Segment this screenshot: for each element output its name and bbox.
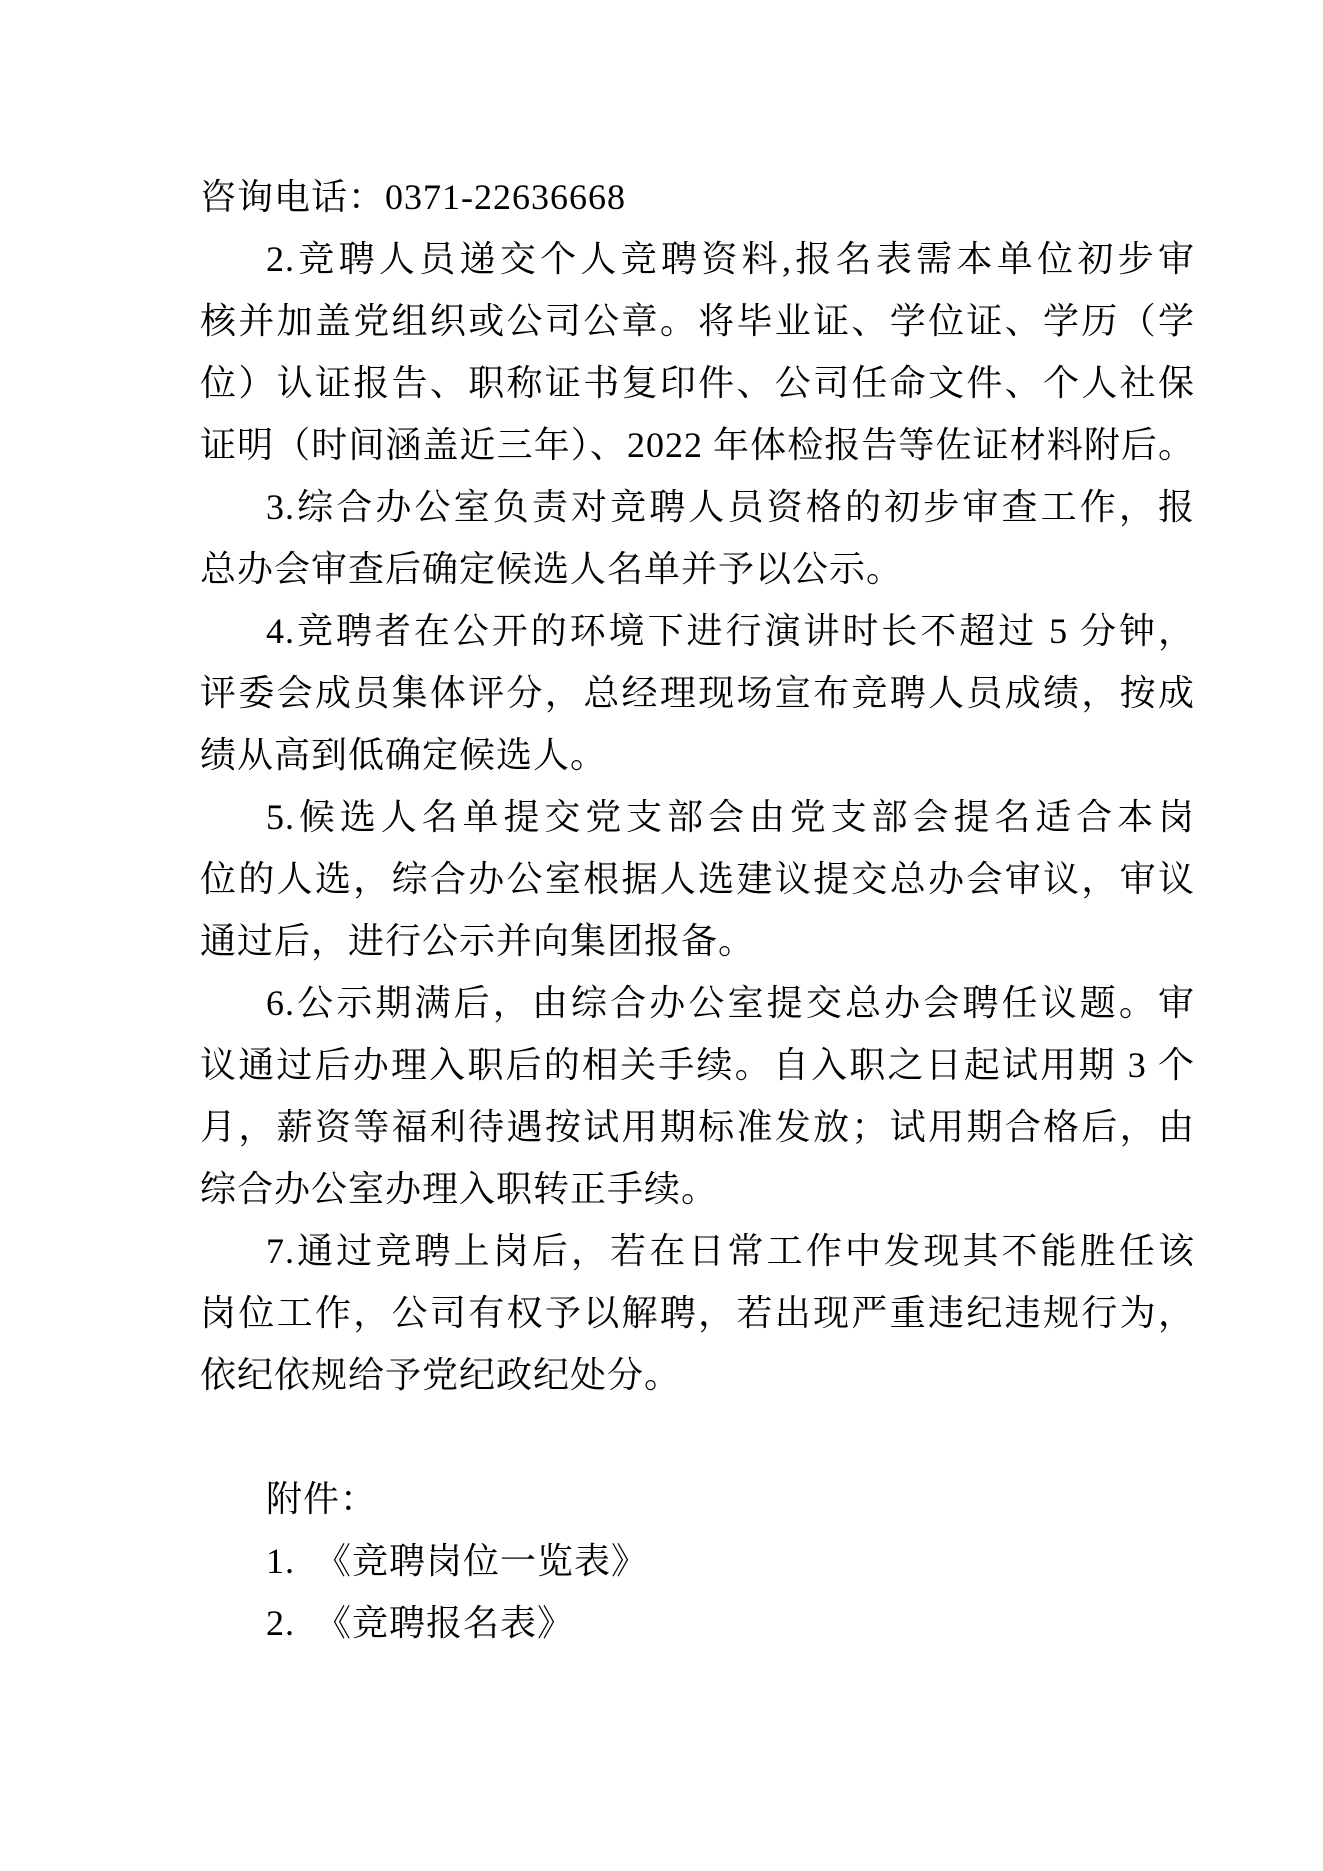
doc-line-item4-start: 4.竞聘者在公开的环境下进行演讲时长不超过 5 分钟， — [266, 611, 1195, 651]
doc-line: 通过后，进行公示并向集团报备。 — [200, 921, 756, 961]
doc-line: 依纪依规给予党纪政纪处分。 — [200, 1355, 682, 1395]
doc-line: 议通过后办理入职后的相关手续。自入职之日起试用期 3 个 — [200, 1045, 1195, 1085]
doc-line-item3-start: 3.综合办公室负责对竞聘人员资格的初步审查工作，报 — [266, 487, 1195, 527]
doc-line: 位的人选，综合办公室根据人选建议提交总办会审议，审议 — [200, 859, 1195, 899]
doc-blank-line — [200, 1406, 1195, 1468]
doc-line-item2-start: 2.竞聘人员递交个人竞聘资料,报名表需本单位初步审 — [266, 239, 1195, 279]
doc-line: 位）认证报告、职称证书复印件、公司任命文件、个人社保 — [200, 363, 1195, 403]
doc-line-item6-start: 6.公示期满后，由综合办公室提交总办会聘任议题。审 — [266, 983, 1195, 1023]
doc-line: 岗位工作，公司有权予以解聘，若出现严重违纪违规行为， — [200, 1293, 1195, 1333]
doc-line-attachments-heading: 附件： — [266, 1479, 378, 1519]
doc-line-attachment-2: 2. 《竞聘报名表》 — [266, 1603, 575, 1643]
doc-line: 总办会审查后确定候选人名单并予以公示。 — [200, 549, 904, 589]
doc-line: 绩从高到低确定候选人。 — [200, 735, 608, 775]
doc-line: 核并加盖党组织或公司公章。将毕业证、学位证、学历（学 — [200, 301, 1195, 341]
doc-line-item5-start: 5.候选人名单提交党支部会由党支部会提名适合本岗 — [266, 797, 1195, 837]
doc-line: 月，薪资等福利待遇按试用期标准发放；试用期合格后，由 — [200, 1107, 1195, 1147]
doc-line: 评委会成员集体评分，总经理现场宣布竞聘人员成绩，按成 — [200, 673, 1195, 713]
doc-line-attachment-1: 1. 《竞聘岗位一览表》 — [266, 1541, 649, 1581]
document-page — [200, 166, 1195, 1654]
doc-line-phone: 咨询电话：0371-22636668 — [200, 177, 626, 217]
doc-line: 综合办公室办理入职转正手续。 — [200, 1169, 719, 1209]
doc-line-item7-start: 7.通过竞聘上岗后，若在日常工作中发现其不能胜任该 — [266, 1231, 1195, 1271]
doc-line: 证明（时间涵盖近三年）、2022 年体检报告等佐证材料附后。 — [200, 425, 1195, 465]
